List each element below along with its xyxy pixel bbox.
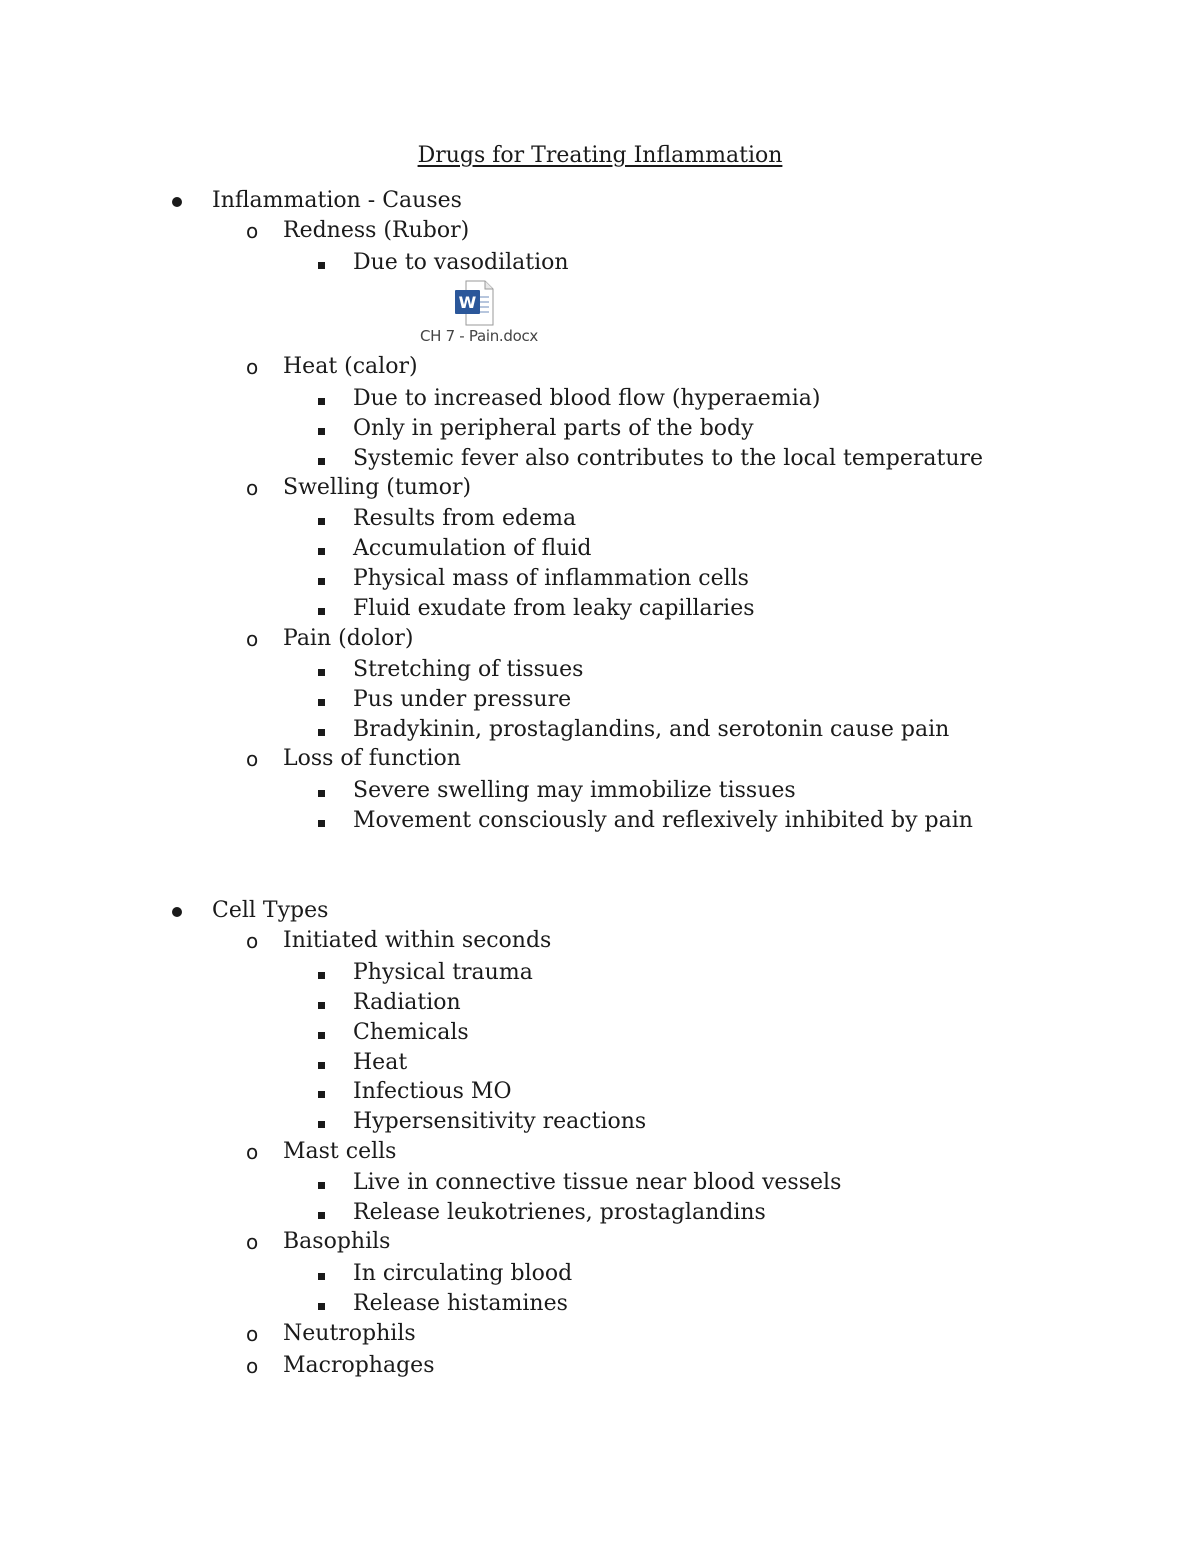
filled-bullet-icon (172, 896, 182, 926)
hollow-bullet-icon: o (246, 929, 259, 953)
item-label: Neutrophils (283, 1321, 416, 1346)
square-bullet-icon (318, 1107, 325, 1137)
square-bullet-icon (318, 1259, 325, 1289)
subitem-label: Due to vasodilation (353, 250, 569, 275)
square-bullet-icon (318, 1168, 325, 1198)
subitem-label: Systemic fever also contributes to the local temperature (353, 446, 984, 471)
square-bullet-icon (318, 1048, 325, 1078)
item-label: Macrophages (283, 1353, 435, 1378)
square-bullet-icon (318, 715, 325, 745)
filled-bullet-icon (172, 186, 182, 216)
section-label: Inflammation - Causes (212, 188, 462, 213)
subitem-label: Fluid exudate from leaky capillaries (353, 596, 755, 621)
subitem-label: Bradykinin, prostaglandins, and serotonin cause pain (353, 717, 950, 742)
word-icon-letter: W (458, 293, 477, 312)
word-document-icon (454, 280, 494, 326)
subitem-label: Heat (353, 1050, 408, 1075)
item-label: Basophils (283, 1229, 391, 1254)
hollow-bullet-icon: o (246, 476, 259, 500)
square-bullet-icon (318, 594, 325, 624)
item-label: Initiated within seconds (283, 928, 552, 953)
square-bullet-icon (318, 534, 325, 564)
subitem-label: Stretching of tissues (353, 657, 584, 682)
subitem-label: Severe swelling may immobilize tissues (353, 778, 796, 803)
square-bullet-icon (318, 988, 325, 1018)
square-bullet-icon (318, 958, 325, 988)
square-bullet-icon (318, 1018, 325, 1048)
square-bullet-icon (318, 444, 325, 474)
subitem-label: Physical trauma (353, 960, 533, 985)
square-bullet-icon (318, 564, 325, 594)
square-bullet-icon (318, 1198, 325, 1228)
hollow-bullet-icon: o (246, 747, 259, 771)
hollow-bullet-icon: o (246, 1140, 259, 1164)
subitem-label: Movement consciously and reflexively inhibited by pain (353, 808, 973, 833)
subitem-label: Only in peripheral parts of the body (353, 416, 754, 441)
subitem-label: Infectious MO (353, 1079, 512, 1104)
square-bullet-icon (318, 504, 325, 534)
item-label: Pain (dolor) (283, 626, 414, 651)
square-bullet-icon (318, 414, 325, 444)
subitem-label: Due to increased blood flow (hyperaemia) (353, 386, 821, 411)
attachment-filename: CH 7 - Pain.docx (419, 327, 539, 345)
subitem-label: Live in connective tissue near blood vessels (353, 1170, 842, 1195)
embedded-word-attachment[interactable] (418, 280, 540, 346)
subitem-label: In circulating blood (353, 1261, 573, 1286)
hollow-bullet-icon: o (246, 219, 259, 243)
subitem-label: Pus under pressure (353, 687, 572, 712)
hollow-bullet-icon: o (246, 1230, 259, 1254)
subitem-label: Chemicals (353, 1020, 469, 1045)
hollow-bullet-icon: o (246, 355, 259, 379)
subitem-label: Radiation (353, 990, 461, 1015)
subitem-label: Results from edema (353, 506, 577, 531)
subitem-label: Physical mass of inflammation cells (353, 566, 749, 591)
item-label: Swelling (tumor) (283, 475, 472, 500)
item-label: Heat (calor) (283, 354, 418, 379)
hollow-bullet-icon: o (246, 627, 259, 651)
subitem-label: Hypersensitivity reactions (353, 1109, 647, 1134)
hollow-bullet-icon: o (246, 1322, 259, 1346)
square-bullet-icon (318, 1289, 325, 1319)
square-bullet-icon (318, 248, 325, 278)
item-label: Redness (Rubor) (283, 218, 470, 243)
square-bullet-icon (318, 384, 325, 414)
square-bullet-icon (318, 1077, 325, 1107)
hollow-bullet-icon: o (246, 1354, 259, 1378)
subitem-label: Release histamines (353, 1291, 568, 1316)
square-bullet-icon (318, 655, 325, 685)
item-label: Mast cells (283, 1139, 397, 1164)
square-bullet-icon (318, 806, 325, 836)
subitem-label: Accumulation of fluid (353, 536, 592, 561)
square-bullet-icon (318, 685, 325, 715)
item-label: Loss of function (283, 746, 461, 771)
square-bullet-icon (318, 776, 325, 806)
document-title: Drugs for Treating Inflammation (417, 143, 783, 168)
section-label: Cell Types (212, 898, 329, 923)
subitem-label: Release leukotrienes, prostaglandins (353, 1200, 766, 1225)
